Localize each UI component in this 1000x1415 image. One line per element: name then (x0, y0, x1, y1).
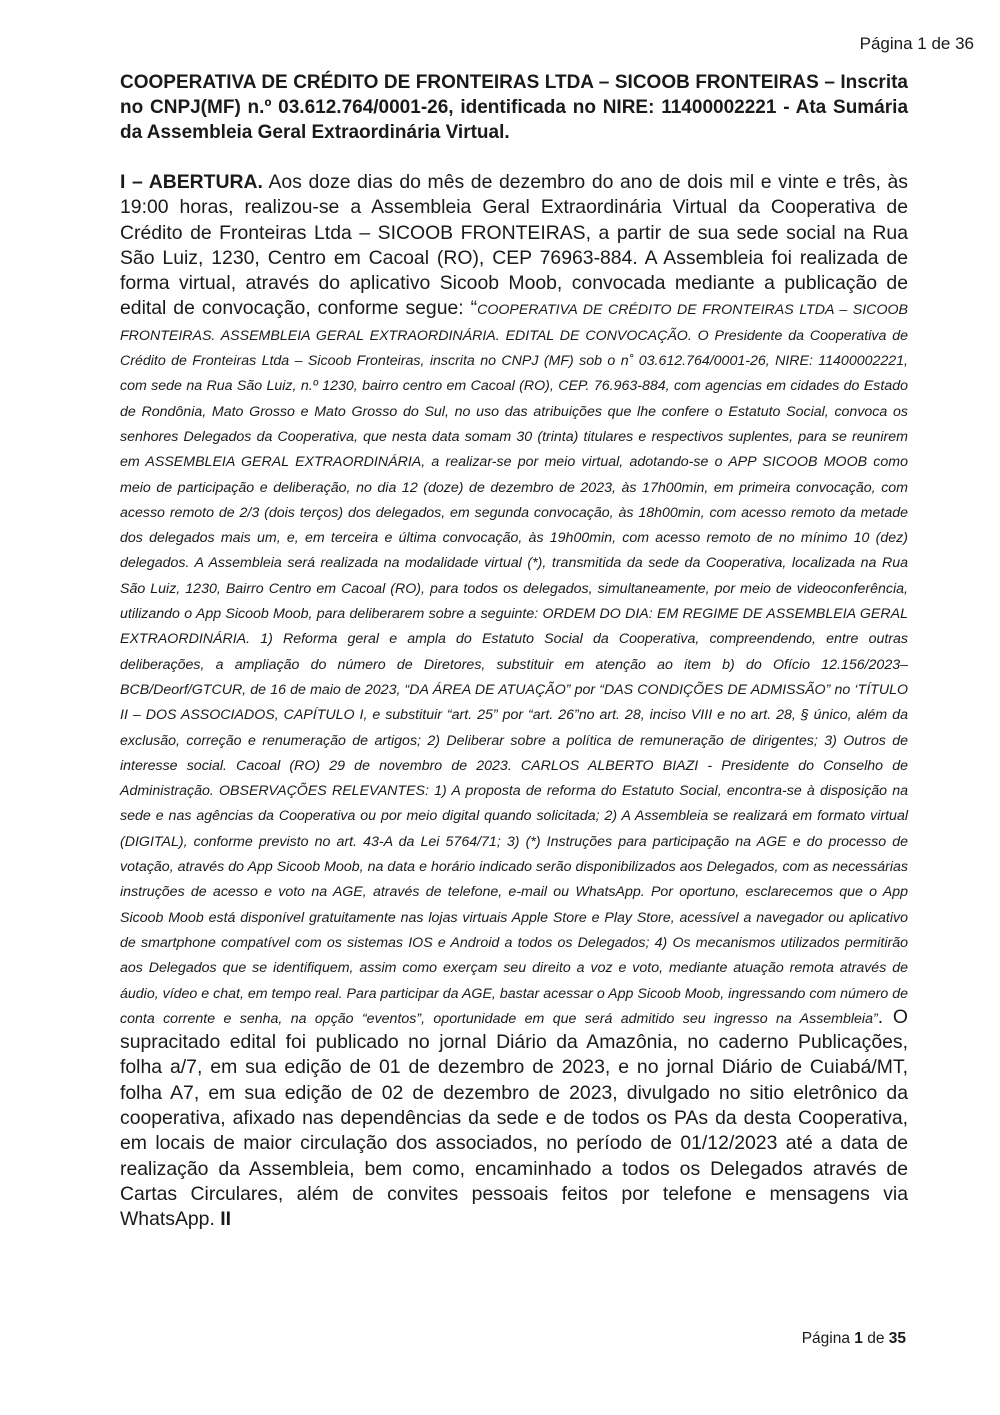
header-line-2: Inscrita no CNPJ(MF) n.º 03.612.764/0001-26, identificada no NIRE: 11400002221 - (120, 72, 908, 118)
quoted-edital-text: COOPERATIVA DE CRÉDITO DE FRONTEIRAS LTDA – SICOOB FRONTEIRAS. ASSEMBLEIA GERAL EXTRAORDINÁRIA. EDITAL DE CONVOCAÇÃO. O Presidente da Cooperativa de Crédito de Fronteiras Ltda – Sicoob Fronteiras, inscrita no CNPJ (MF) sob o n˚ 03.612.764/0001-26, NIRE: 11400002221, com sede na Rua São Luiz, n.º 1230, bairro centro em Cacoal (RO), CEP. 76.963-884, com agencias em cidades do Estado de Rondônia, Mato Grosso e Mato Grosso do Sul, no uso das atribuições que lhe confere o Estatuto Social, convoca os senhores Delegados da Cooperativa, que nesta data somam 30 (trinta) titulares e respectivos suplentes, para se reunirem em ASSEMBLEIA GERAL EXTRAORDINÁRIA, a realizar-se por meio virtual, adotando-se o APP SICOOB MOOB como meio de participação e deliberação, no dia 12 (doze) de dezembro de 2023, às 17h00min, em primeira convocação, com acesso remoto de 2/3 (dois terços) dos delegados, em segunda convocação, às 18h00min, com acesso remoto da metade dos delegados mais um, e, em terceira e última convocação, às 19h00min, com acesso remoto de no mínimo 10 (dez) delegados. A Assembleia será realizada na modalidade virtual (*), transmitida da sede da Cooperativa, localizada na Rua São Luiz, 1230, Bairro Centro em Cacoal (RO), para todos os delegados, simultaneamente, por meio de videoconferência, utilizando o App Sicoob Moob, para deliberarem sobre a seguinte: ORDEM DO DIA: EM REGIME DE ASSEMBLEIA GERAL EXTRAORDINÁRIA. 1) Reforma geral e ampla do Estatuto Social da Cooperativa, compreendendo, entre outras deliberações, a ampliação do número de Diretores, substituir em atenção ao item b) do Ofício 12.156/2023–BCB/Deorf/GTCUR, de 16 de maio de 2023, “DA ÁREA DE ATUAÇÃO” por “DAS CONDIÇÕES DE ADMISSÃO” no ‘TÍTULO II – DOS ASSOCIADOS, CAPÍTULO I, e substituir “art. 25” por “art. 26”no art. 28, inciso VIII e no art. 28, § único, além da exclusão, correção e renumeração de artigos; 2) Deliberar sobre a política de remuneração de dirigentes; 3) Outros de interesse social. Cacoal (RO) 29 de novembro de 2023. CARLOS ALBERTO BIAZI - Presidente do Conselho de Administração. OBSERVAÇÕES RELEVANTES: 1) A proposta de reforma do Estatuto Social, encontra-se à disposição na sede e nas agências da Cooperativa ou por meio digital quando solicitada; 2) A Assembleia se realizará em formato virtual (DIGITAL), conforme previsto no art. 43-A da Lei 5764/71; 3) (*) Instruções para participação na AGE e do processo de votação, através do App Sicoob Moob, na data e horário indicado serão disponibilizados aos Delegados, com as necessárias instruções de acesso e voto na AGE, através de telefone, e-mail ou WhatsApp. Por oportuno, esclarecemos que o App Sicoob Moob está disponível gratuitamente nas lojas virtuais Apple Store e Play Store, acessível a navegador ou aplicativo de smartphone compatível com os sistemas IOS e Android a todos os Delegados; 4) Os mecanismos utilizados permitirão aos Delegados que se identifiquem, assim como exerçam seu direito a voz e voto, mediante atuação remota através de áudio, vídeo e chat, em tempo real. Para participar da AGE, bastar acessar o App Sicoob Moob, ingressando com número de conta corrente e senha, na opção “eventos”, oportunidade em que será admitido seu ingresso na Assembleia” (120, 302, 908, 1027)
footer-current-page: 1 (854, 1330, 863, 1347)
footer-total-pages: 35 (888, 1330, 906, 1347)
page-number-top: Página 1 de 36 (859, 34, 974, 53)
footer-middle: de (862, 1330, 889, 1347)
closing-text: . O supracitado edital foi publicado no jornal Diário da Amazônia, no caderno Publicações, folha a/7, em sua edição de 01 de dezembro de 2023, e no jornal Diário de Cuiabá/MT, folha A7, em sua edição de 02 de dezembro de 2023, divulgado no sitio eletrônico da cooperativa, afixado nas dependências da sede e de todos os PAs da desta Cooperativa, em locais de maior circulação dos associados, no período de 01/12/2023 até a data de realização da Assembleia, bem como, encaminhado a todos os Delegados através de Cartas Circulares, além de convites pessoais feitos por telefone e mensagens via WhatsApp. (120, 1005, 908, 1231)
document-body (120, 170, 908, 1232)
intro-text: Aos doze dias do mês de dezembro do ano de dois mil e vinte e três, às 19:00 horas, realizou-se a Assembleia Geral Extraordinária Virtual da Cooperativa de Crédito de Fronteiras Ltda – SICOOB FRONTEIRAS, a partir de sua sede social na Rua São Luiz, 1230, Centro em Cacoal (RO), CEP 76963-884. A Assembleia foi realizada de forma virtual, através do aplicativo Sicoob Moob, convocada mediante a publicação de edital de convocação, conforme segue: “ (120, 171, 908, 320)
page-number-bottom (802, 1330, 906, 1348)
abertura-paragraph (120, 170, 908, 1232)
header-line-3: Ata Sumária da Assembleia Geral Extraordinária Virtual. (120, 97, 909, 143)
footer-prefix: Página (801, 1330, 855, 1347)
section-heading-abertura: I – ABERTURA. (120, 171, 263, 193)
document-header (120, 70, 908, 145)
next-section-marker: II (220, 1208, 232, 1231)
header-line-1: COOPERATIVA DE CRÉDITO DE FRONTEIRAS LTDA – SICOOB FRONTEIRAS – (120, 72, 841, 93)
